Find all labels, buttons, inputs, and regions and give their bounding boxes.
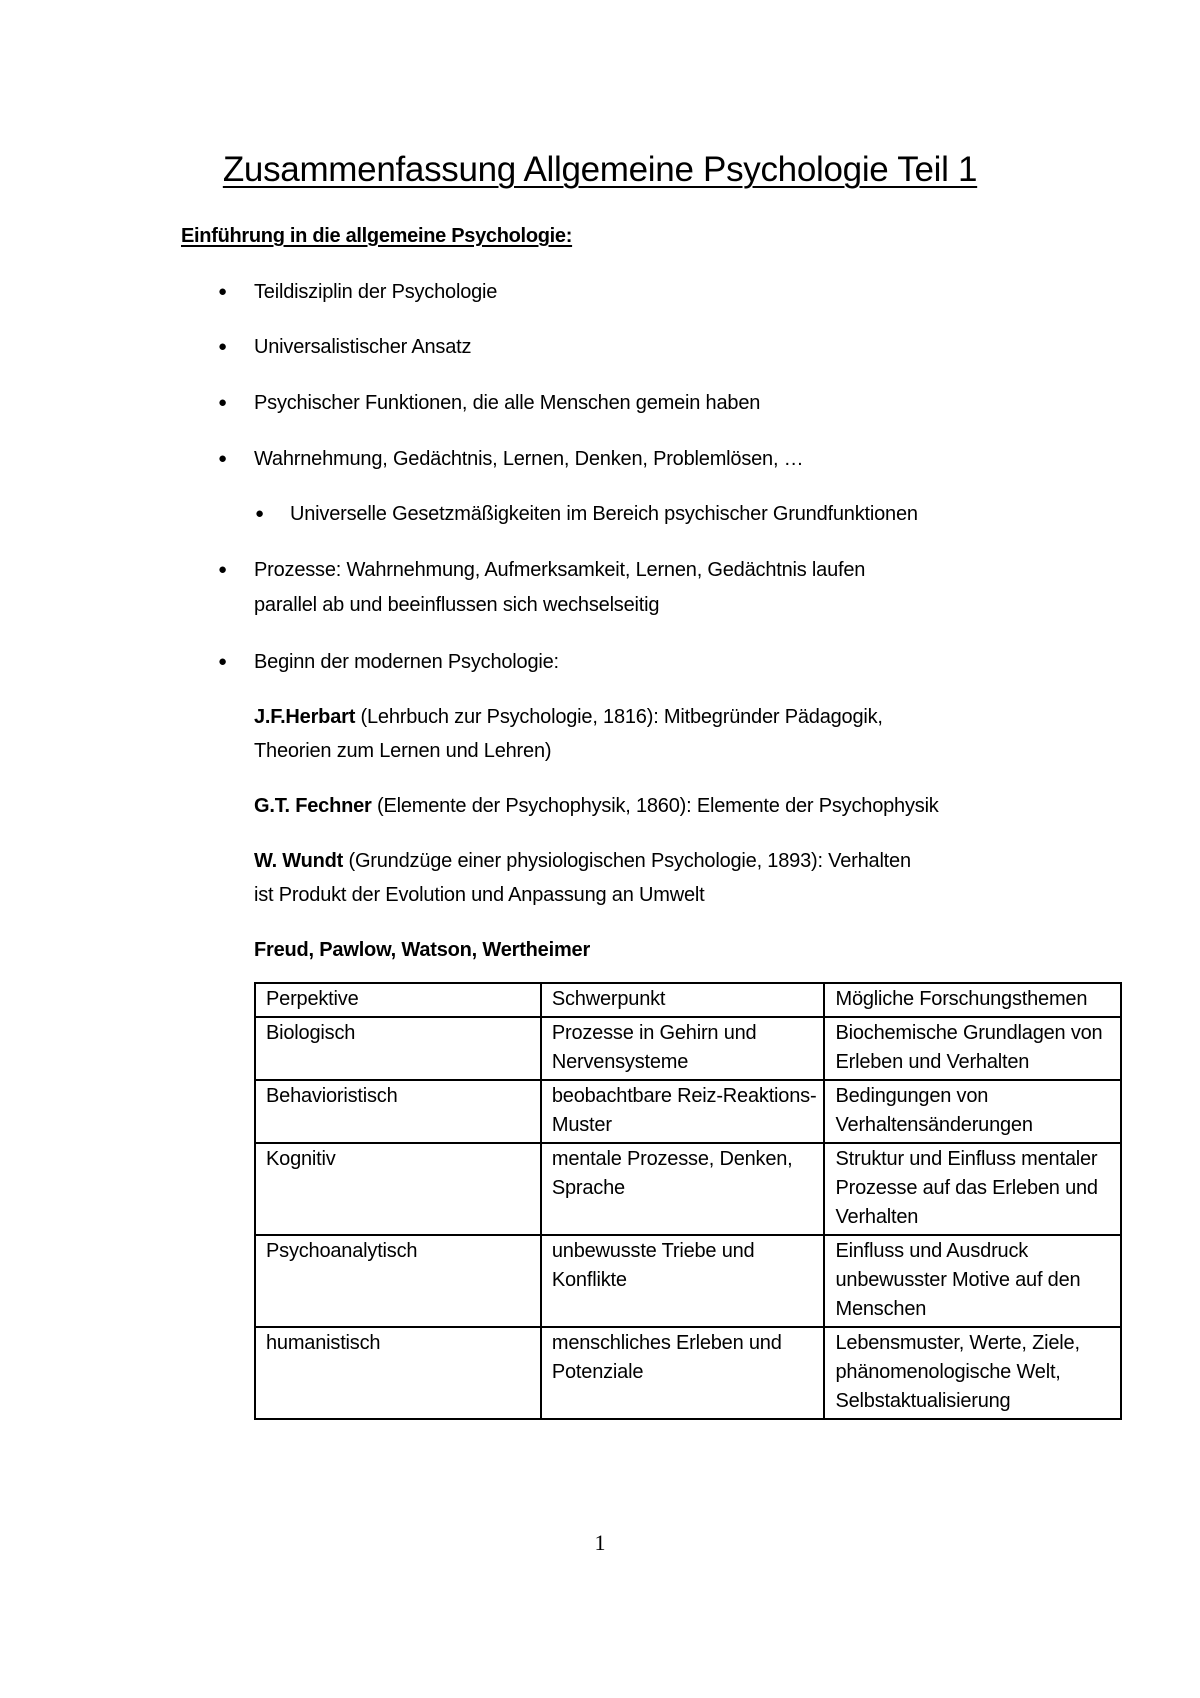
table-row <box>255 1017 1121 1080</box>
table-cell: beobachtbare Reiz-Reaktions-Muster <box>541 1080 825 1143</box>
table-cell: unbewusste Triebe und Konflikte <box>541 1235 825 1327</box>
table-row <box>255 1143 1121 1235</box>
bullet-icon: ● <box>218 450 228 467</box>
herbart-line2: Theorien zum Lernen und Lehren) <box>254 740 552 762</box>
section-heading: Einführung in die allgemeine Psychologie: <box>181 225 573 247</box>
perspectives-table <box>254 982 1122 1420</box>
table-cell: Kognitiv <box>255 1143 541 1235</box>
list-item: Universalistischer Ansatz <box>254 336 472 358</box>
herbart-line1 <box>254 700 883 734</box>
table-header-cell: Perpektive <box>255 983 541 1017</box>
sub-list-item: Universelle Gesetzmäßigkeiten im Bereich psychischer Grundfunktionen <box>290 503 918 525</box>
table-cell: Bedingungen von Verhaltensänderungen <box>824 1080 1121 1143</box>
other-psychologists: Freud, Pawlow, Watson, Wertheimer <box>254 939 591 961</box>
table-cell: menschliches Erleben und Potenziale <box>541 1327 825 1419</box>
fechner-line <box>254 789 939 823</box>
table-cell: Biochemische Grundlagen von Erleben und Verhalten <box>824 1017 1121 1080</box>
bullet-icon: ● <box>218 653 228 670</box>
herbart-text: (Lehrbuch zur Psychologie, 1816): Mitbegründer Pädagogik, <box>355 706 883 728</box>
page-title: Zusammenfassung Allgemeine Psychologie Teil 1 <box>222 150 978 189</box>
page-number: 1 <box>594 1530 606 1555</box>
table-cell: Lebensmuster, Werte, Ziele, phänomenologische Welt, Selbstaktualisierung <box>824 1327 1121 1419</box>
table-cell: humanistisch <box>255 1327 541 1419</box>
table-cell: Behavioristisch <box>255 1080 541 1143</box>
wundt-line1 <box>254 844 911 878</box>
list-item: Wahrnehmung, Gedächtnis, Lernen, Denken, Problemlösen, … <box>254 448 804 470</box>
table-cell: Biologisch <box>255 1017 541 1080</box>
list-item: Teildisziplin der Psychologie <box>254 281 498 303</box>
bullet-icon: ● <box>255 505 265 522</box>
table-row <box>255 1080 1121 1143</box>
table-cell: Prozesse in Gehirn und Nervensysteme <box>541 1017 825 1080</box>
list-item-line1: Prozesse: Wahrnehmung, Aufmerksamkeit, Lernen, Gedächtnis laufen <box>254 559 866 581</box>
bullet-icon: ● <box>218 394 228 411</box>
table-row <box>255 1327 1121 1419</box>
table-cell: mentale Prozesse, Denken, Sprache <box>541 1143 825 1235</box>
table-cell: Struktur und Einfluss mentaler Prozesse auf das Erleben und Verhalten <box>824 1143 1121 1235</box>
table-header-cell: Schwerpunkt <box>541 983 825 1017</box>
list-item: Psychischer Funktionen, die alle Menschen gemein haben <box>254 392 761 414</box>
wundt-text: (Grundzüge einer physiologischen Psychologie, 1893): Verhalten <box>343 850 911 872</box>
fechner-text: (Elemente der Psychophysik, 1860): Elemente der Psychophysik <box>371 795 939 817</box>
table-row <box>255 1235 1121 1327</box>
table-cell: Einfluss und Ausdruck unbewusster Motive auf den Menschen <box>824 1235 1121 1327</box>
list-item-line2: parallel ab und beeinflussen sich wechselseitig <box>254 594 660 616</box>
table-header-row <box>255 983 1121 1017</box>
list-item: Beginn der modernen Psychologie: <box>254 651 559 673</box>
fechner-name: G.T. Fechner <box>254 795 372 817</box>
wundt-line2: ist Produkt der Evolution und Anpassung an Umwelt <box>254 884 705 906</box>
bullet-icon: ● <box>218 561 228 578</box>
table-header-cell: Mögliche Forschungsthemen <box>824 983 1121 1017</box>
table-cell: Psychoanalytisch <box>255 1235 541 1327</box>
bullet-icon: ● <box>218 283 228 300</box>
wundt-name: W. Wundt <box>254 850 344 872</box>
bullet-icon: ● <box>218 338 228 355</box>
herbart-name: J.F.Herbart <box>254 706 356 728</box>
